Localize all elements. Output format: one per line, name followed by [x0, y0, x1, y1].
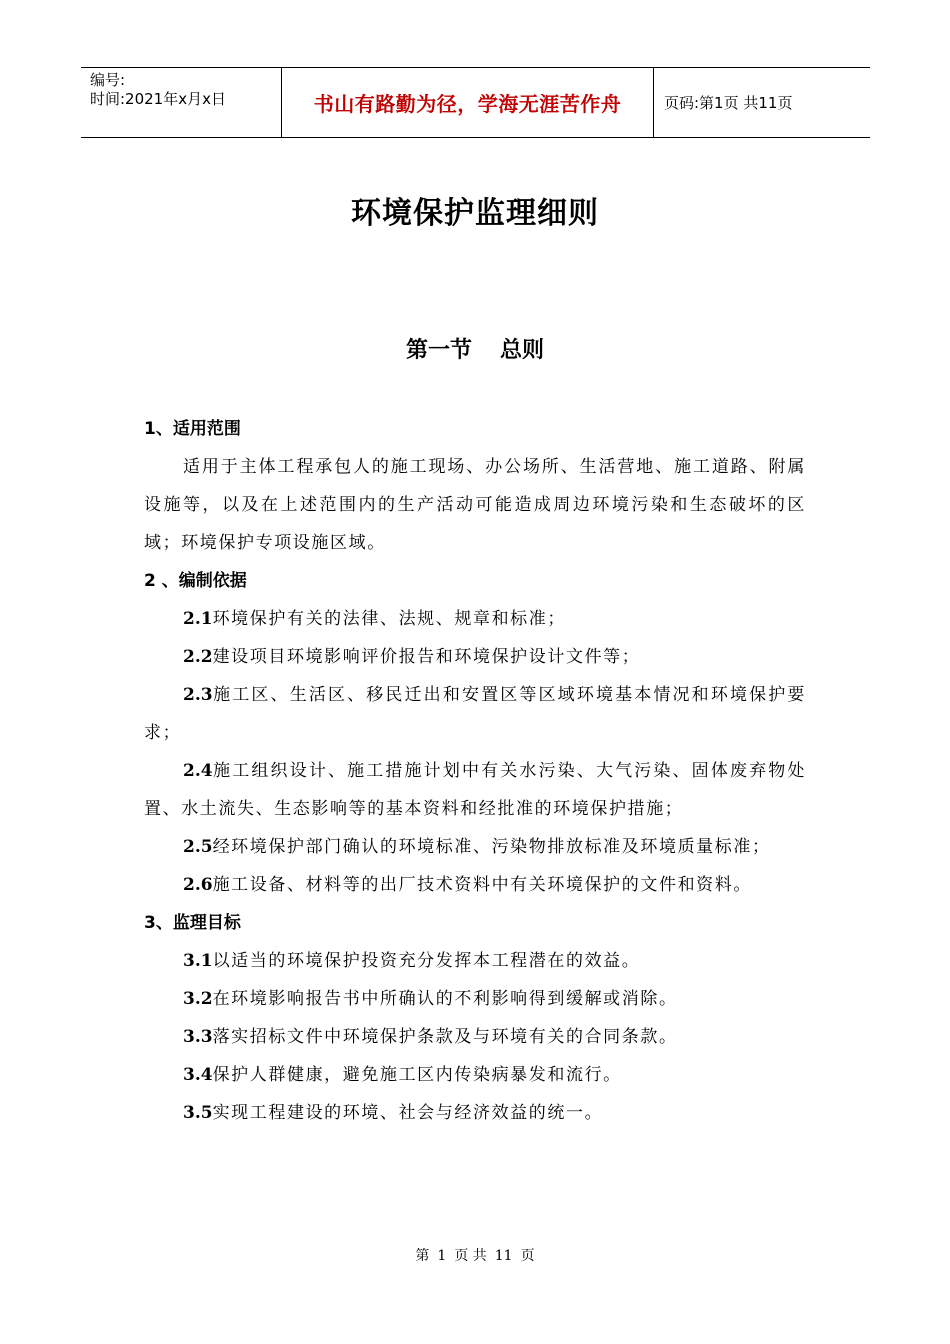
header-motto: 书山有路勤为径，学海无涯苦作舟: [281, 68, 654, 137]
footer-page-number: 1: [437, 1248, 447, 1264]
heading-basis: 2 、编制依据: [144, 571, 247, 591]
list-item: 3.1以适当的环境保护投资充分发挥本工程潜在的效益。: [183, 951, 641, 971]
header-page-info: 页码:第1页 共11页: [664, 94, 793, 112]
section-name: 总则: [500, 338, 545, 363]
list-item: 3.5实现工程建设的环境、社会与经济效益的统一。: [183, 1103, 604, 1123]
list-item: 2.1环境保护有关的法律、法规、规章和标准；: [183, 609, 566, 629]
number-label: 编号:: [90, 71, 126, 89]
heading-goals: 3、监理目标: [144, 913, 241, 933]
page-footer: 第 1 页 共 11 页: [415, 1248, 535, 1264]
heading-scope: 1、适用范围: [144, 419, 241, 439]
list-item: 2.3施工区、生活区、移民迁出和安置区等区域环境基本情况和环境保护要求；: [144, 685, 806, 743]
document-body: [144, 410, 806, 1132]
list-item: 2.4施工组织设计、施工措施计划中有关水污染、大气污染、固体废弃物处置、水土流失、生态影响等的基本资料和经批准的环境保护措施；: [144, 761, 806, 819]
list-item: 3.4保护人群健康，避免施工区内传染病暴发和流行。: [183, 1065, 622, 1085]
page-header: [81, 67, 870, 138]
list-item: 3.2在环境影响报告书中所确认的不利影响得到缓解或消除。: [183, 989, 678, 1009]
document-title: 环境保护监理细则: [351, 196, 599, 231]
list-item: 2.5经环境保护部门确认的环境标准、污染物排放标准及环境质量标准；: [183, 837, 771, 857]
section-number: 第一节: [405, 338, 472, 363]
list-item: 3.3落实招标文件中环境保护条款及与环境有关的合同条款。: [183, 1027, 678, 1047]
date-label: 时间:2021年x月x日: [90, 90, 226, 108]
paragraph-scope: 适用于主体工程承包人的施工现场、办公场所、生活营地、施工道路、附属设施等，以及在上述范围内的生产活动可能造成周边环境污染和生态破坏的区域；环境保护专项设施区域。: [144, 457, 806, 553]
list-item: 2.6施工设备、材料等的出厂技术资料中有关环境保护的文件和资料。: [183, 875, 752, 895]
list-item: 2.2建设项目环境影响评价报告和环境保护设计文件等；: [183, 647, 641, 667]
section-title: [0, 333, 950, 364]
footer-total-pages: 11: [494, 1248, 513, 1264]
header-meta: [81, 68, 281, 137]
